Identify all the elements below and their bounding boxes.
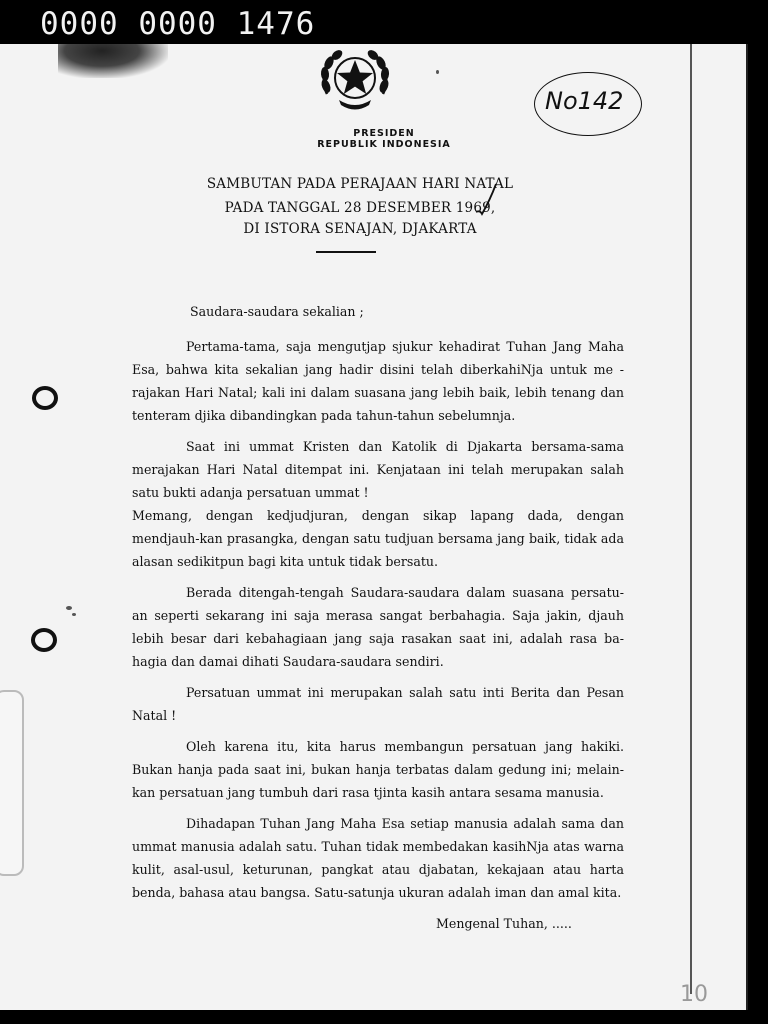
paragraph-5: Oleh karena itu, kita harus membangun persatuan jang hakiki. Bukan hanja pada saat ini, bukan hanja terbatas dalam gedung ini; melain-kan persatuan jang tumbuh dari rasa tjinta kasih antara sesama manusia. xyxy=(132,739,624,800)
film-frame-number: 0000 0000 1476 xyxy=(40,6,316,42)
punch-hole xyxy=(31,628,57,652)
garuda-star-emblem-icon xyxy=(313,42,397,118)
title-underline xyxy=(316,251,376,253)
binder-tab xyxy=(0,690,24,876)
emblem-caption-line2: REPUBLIK INDONESIA xyxy=(317,139,451,150)
handwritten-document-number xyxy=(534,72,642,136)
paragraph-2: Saat ini ummat Kristen dan Katolik di Djakarta bersama-sama merajakan Hari Natal ditempat ini. Kenjataan ini telah merupakan salah satu bukti adanja persatuan ummat ! xyxy=(132,439,624,500)
handwritten-check-mark-icon xyxy=(468,180,498,220)
speech-body xyxy=(132,300,624,912)
page-edge-outer xyxy=(746,44,748,1010)
title-line-1: SAMBUTAN PADA PERAJAAN HARI NATAL xyxy=(206,176,514,192)
page-number: 10 xyxy=(680,982,708,1007)
handwritten-number-text: No142 xyxy=(545,87,624,115)
title-line-2: PADA TANGGAL 28 DESEMBER 1969, xyxy=(224,200,496,216)
paragraph-4: Persatuan ummat ini merupakan salah satu inti Berita dan Pesan Natal ! xyxy=(132,685,624,723)
paragraph-2b: Memang, dengan kedjudjuran, dengan sikap lapang dada, dengan mendjauh-kan prasangka, dengan satu tudjuan bersama jang baik, tidak ada alasan sedikitpun bagi kita untuk tidak bersatu. xyxy=(132,508,624,569)
title-line-3: DI ISTORA SENAJAN, DJAKARTA xyxy=(243,221,477,237)
emblem-caption-line1: PRESIDEN xyxy=(353,128,415,139)
ink-speck xyxy=(66,606,72,610)
ink-smudge xyxy=(58,44,168,78)
page-catchword: Mengenal Tuhan, ..... xyxy=(436,916,572,931)
punch-hole xyxy=(32,386,58,410)
ink-speck xyxy=(72,613,76,616)
paragraph-6: Dihadapan Tuhan Jang Maha Esa setiap manusia adalah sama dan ummat manusia adalah satu. Tuhan tidak membedakan kasihNja atas warna kulit, asal-usul, keturunan, pangkat atau djabatan, kekajaan atau harta benda, bahasa atau bangsa. Satu-satunja ukuran adalah iman dan amal kita. xyxy=(132,816,624,900)
paragraph-3: Berada ditengah-tengah Saudara-saudara dalam suasana persatu-an seperti sekarang ini saja merasa sangat berbahagia. Saja jakin, djauh lebih besar dari kebahagiaan jang saja rasakan saat ini, adalah rasa ba-hagia dan damai dihati Saudara-saudara sendiri. xyxy=(132,585,624,669)
salutation: Saudara-saudara sekalian ; xyxy=(190,304,364,319)
paragraph-1: Pertama-tama, saja mengutjap sjukur kehadirat Tuhan Jang Maha Esa, bahwa kita sekalian jang hadir disini telah diberkahiNja untuk me - rajakan Hari Natal; kali ini dalam suasana jang lebih baik, lebih tenang dan tenteram djika dibandingkan pada tahun-tahun sebelumnja. xyxy=(132,339,624,423)
page-edge-line xyxy=(690,44,692,994)
ink-speck xyxy=(436,70,439,74)
